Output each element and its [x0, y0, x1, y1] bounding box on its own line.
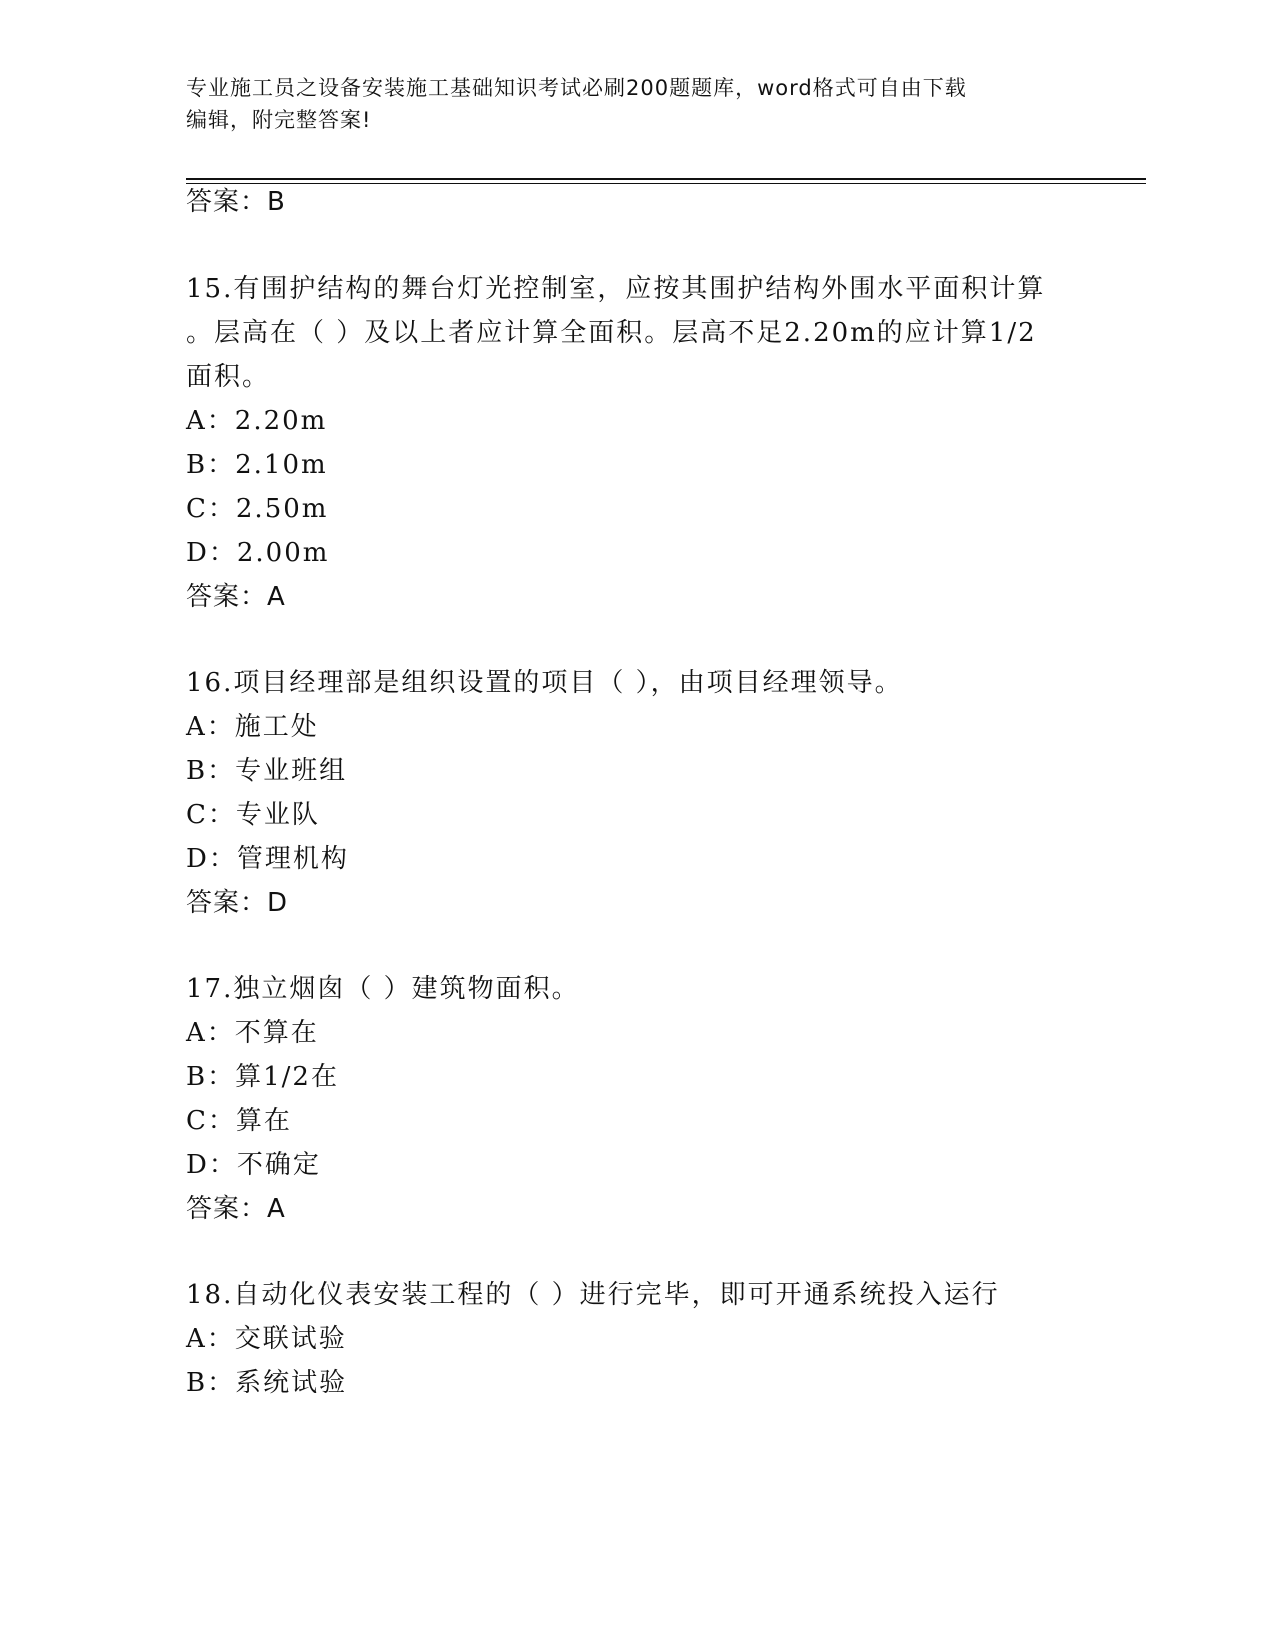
question-16-option-a: A：施工处: [186, 712, 319, 742]
question-17-option-c: C：算在: [186, 1106, 292, 1136]
document-header: [186, 72, 1066, 136]
question-18-stem-line-1: 18.自动化仪表安装工程的（ ）进行完毕，即可开通系统投入运行: [186, 1280, 1000, 1310]
question-16-answer: 答案：D: [186, 888, 289, 918]
question-16-option-c: C：专业队: [186, 800, 320, 830]
question-15-stem-line-2: 。层高在（ ）及以上者应计算全面积。层高不足2.20m的应计算1/2: [186, 318, 1037, 348]
header-divider-thin: [186, 183, 1146, 184]
question-15-option-b: B：2.10m: [186, 450, 328, 480]
previous-answer: 答案：B: [186, 187, 286, 217]
question-16-stem-line-1: 16.项目经理部是组织设置的项目（ ），由项目经理领导。: [186, 668, 903, 698]
question-18-option-b: B：系统试验: [186, 1368, 348, 1398]
question-17-option-d: D：不确定: [186, 1150, 321, 1180]
header-title-line-2: 编辑，附完整答案!: [186, 108, 372, 132]
question-15-stem-line-1: 15.有围护结构的舞台灯光控制室，应按其围护结构外围水平面积计算: [186, 274, 1046, 304]
question-17-option-a: A：不算在: [186, 1018, 319, 1048]
question-16-option-d: D：管理机构: [186, 844, 349, 874]
question-17-answer: 答案：A: [186, 1194, 286, 1224]
question-15-option-d: D：2.00m: [186, 538, 330, 568]
question-16-option-b: B：专业班组: [186, 756, 348, 786]
header-divider-thick: [186, 178, 1146, 180]
question-17-option-b: B：算1/2在: [186, 1062, 339, 1092]
question-15-option-a: A：2.20m: [186, 406, 328, 436]
question-15-answer: 答案：A: [186, 582, 286, 612]
header-title-line-1: 专业施工员之设备安装施工基础知识考试必刷200题题库，word格式可自由下载: [186, 76, 967, 100]
question-15-option-c: C：2.50m: [186, 494, 329, 524]
question-15-stem-line-3: 面积。: [186, 362, 271, 392]
question-18-option-a: A：交联试验: [186, 1324, 347, 1354]
question-17-stem-line-1: 17.独立烟囱（ ）建筑物面积。: [186, 974, 580, 1004]
